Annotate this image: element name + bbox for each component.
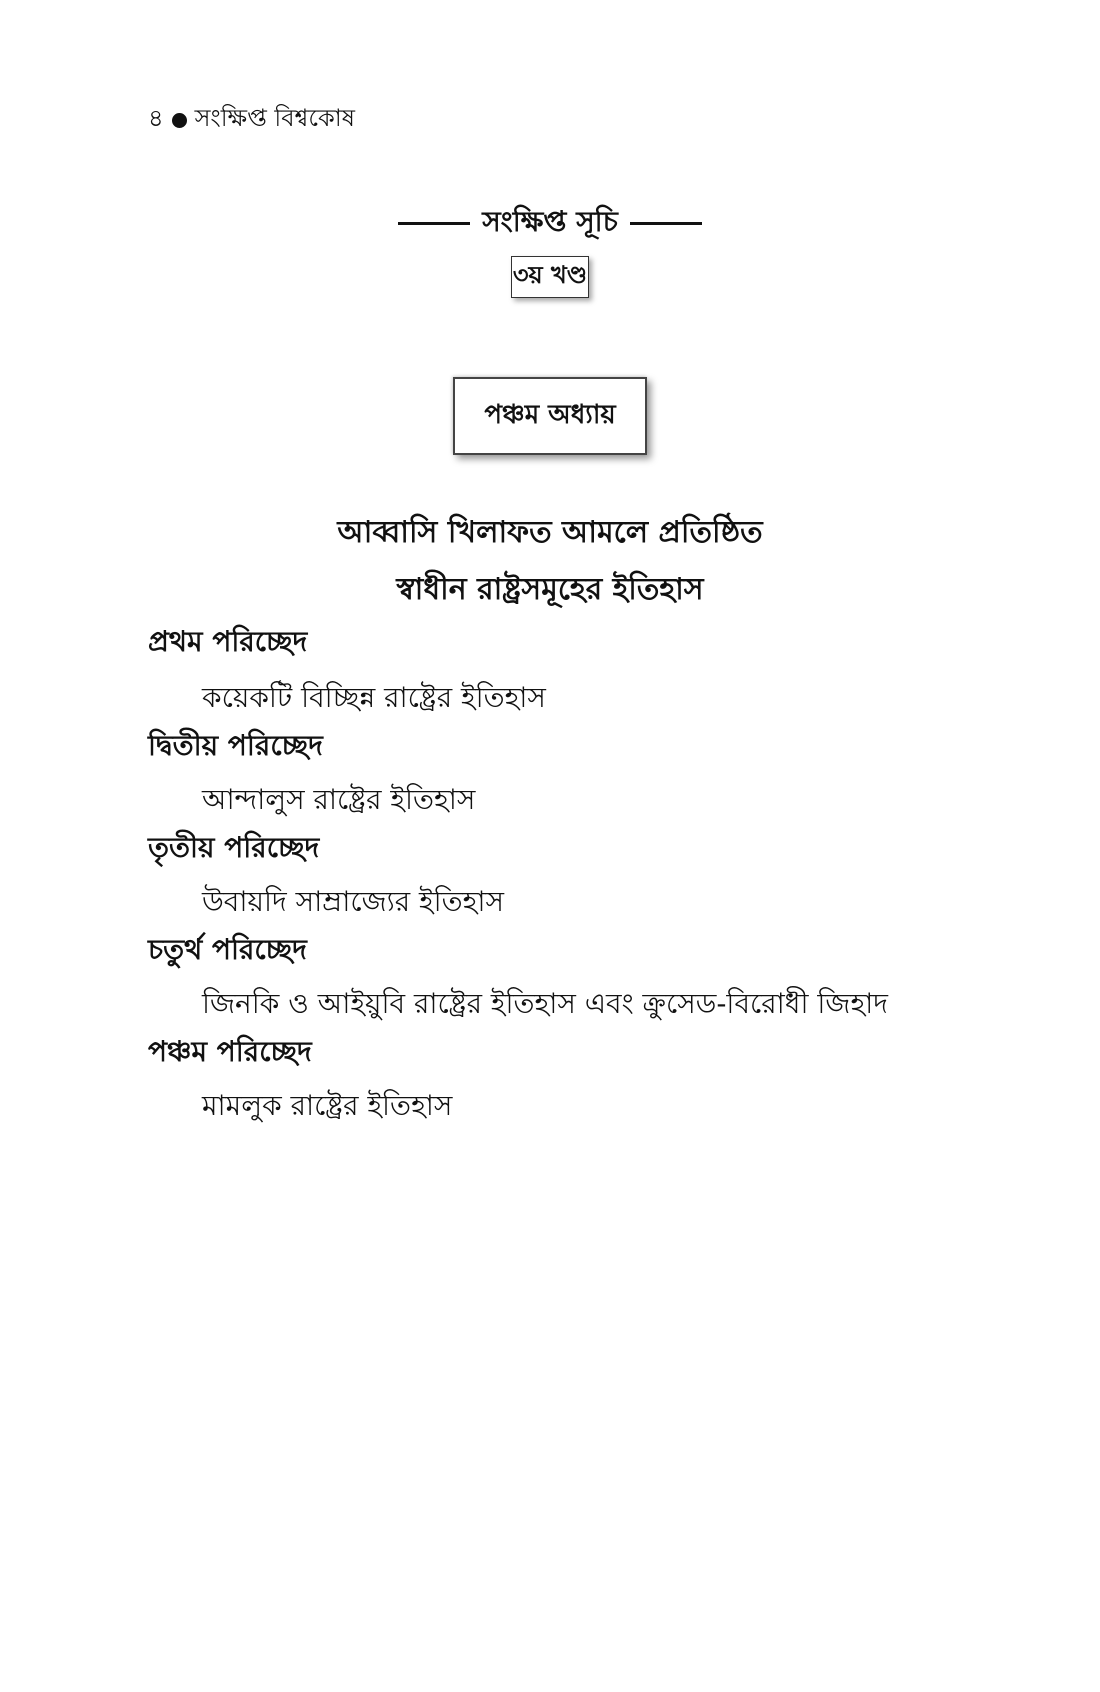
volume-box — [511, 256, 589, 298]
part-title-line-2: স্বাধীন রাষ্ট্রসমূহের ইতিহাস — [396, 572, 704, 607]
section-subtitle-3: উবায়দি সাম্রাজ্যের ইতিহাস — [202, 885, 504, 918]
running-head — [148, 100, 355, 140]
book-title: সংক্ষিপ্ত বিশ্বকোষ — [194, 104, 355, 132]
section-heading-5: পঞ্চম পরিচ্ছেদ — [148, 1035, 312, 1068]
chapter-label: পঞ্চম অধ্যায় — [484, 400, 616, 430]
section-subtitle-5: মামলুক রাষ্ট্রের ইতিহাস — [202, 1089, 453, 1122]
left-rule — [398, 222, 470, 225]
chapter-box — [453, 377, 647, 455]
right-rule — [630, 222, 702, 225]
contents-title: সংক্ষিপ্ত সূচি — [482, 205, 618, 238]
contents-title-line — [0, 200, 1100, 247]
bullet-dot-icon — [172, 113, 187, 128]
section-heading-1: প্রথম পরিচ্ছেদ — [148, 625, 308, 658]
section-subtitle-1: কয়েকটি বিচ্ছিন্ন রাষ্ট্রের ইতিহাস — [202, 681, 546, 714]
section-heading-4: চতুর্থ পরিচ্ছেদ — [148, 933, 307, 966]
volume-label: ৩য় খণ্ড — [512, 261, 588, 289]
part-title-line-1: আব্বাসি খিলাফত আমলে প্রতিষ্ঠিত — [337, 515, 763, 550]
section-heading-2: দ্বিতীয় পরিচ্ছেদ — [148, 729, 323, 762]
page-number: ৪ — [148, 104, 164, 132]
section-heading-3: তৃতীয় পরিচ্ছেদ — [148, 831, 320, 864]
section-subtitle-2: আন্দালুস রাষ্ট্রের ইতিহাস — [202, 783, 476, 816]
section-subtitle-4: জিনকি ও আইয়ুবি রাষ্ট্রের ইতিহাস এবং ক্রুসেড-বিরোধী জিহাদ — [202, 987, 889, 1020]
